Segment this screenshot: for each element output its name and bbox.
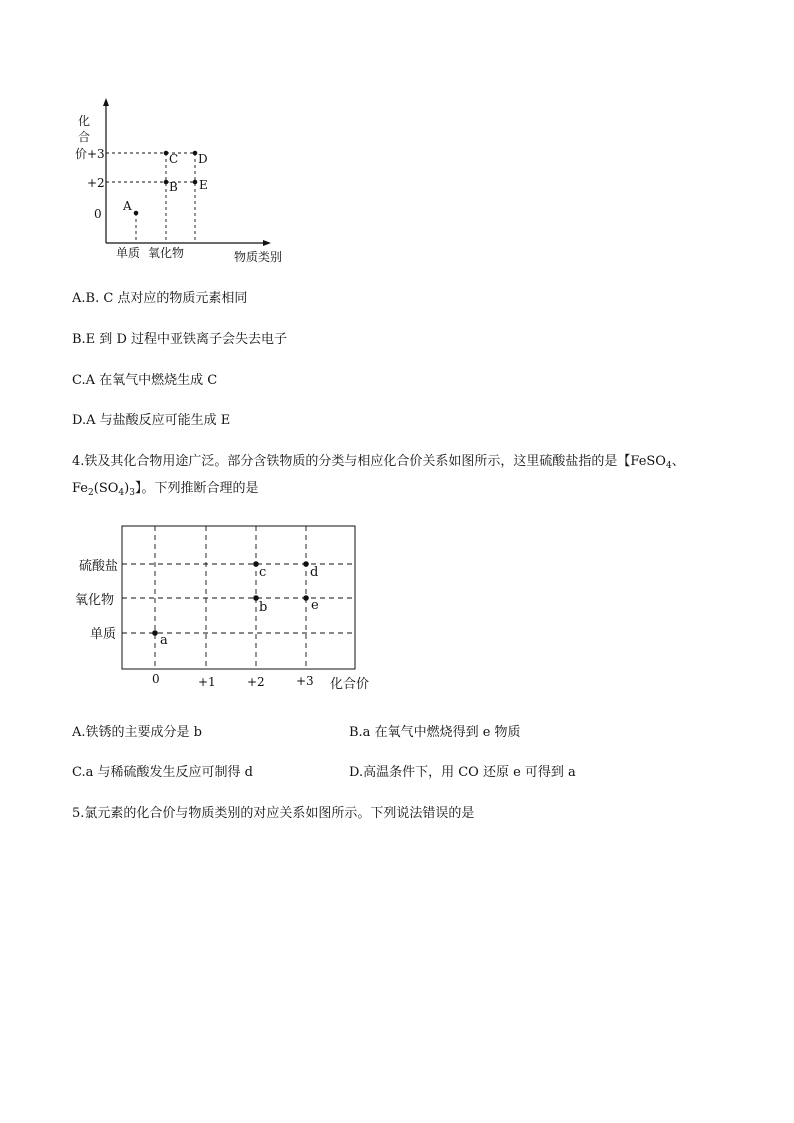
- point-a: [152, 630, 158, 636]
- x-tick: +3: [296, 674, 314, 688]
- point-C: [164, 151, 169, 156]
- x-axis-label: 化合价: [330, 677, 370, 692]
- point-label-C: C: [169, 152, 179, 166]
- point-label-A: A: [123, 199, 132, 213]
- x-tick: +1: [198, 675, 216, 689]
- figure-2-iron-valence-chart: [72, 520, 382, 695]
- x-tick: 0: [152, 672, 160, 686]
- y-tick: +3: [87, 147, 105, 161]
- y-axis-label-char: 合: [78, 130, 91, 144]
- q3-option-d: D.A 与盐酸反应可能生成 E: [72, 413, 231, 428]
- y-category: 硫酸盐: [79, 559, 119, 574]
- point-A: [134, 211, 139, 216]
- point-D: [193, 151, 198, 156]
- point-label-c: c: [259, 565, 267, 580]
- point-label-b: b: [259, 600, 268, 615]
- point-c: [253, 561, 259, 567]
- x-axis-label: 物质类别: [234, 250, 283, 264]
- q4-option-b: B.a 在氧气中燃烧得到 e 物质: [349, 725, 521, 740]
- x-category: 氧化物: [148, 246, 185, 260]
- q4-option-c: C.a 与稀硫酸发生反应可制得 d: [72, 765, 253, 780]
- point-label-E: E: [199, 178, 208, 192]
- point-label-D: D: [198, 152, 208, 166]
- point-label-d: d: [310, 565, 319, 580]
- y-category: 氧化物: [75, 593, 115, 608]
- q4-stem-line2: $Fe_2(SO_4)_3$】。下列推断合理的是: [72, 481, 259, 498]
- point-label-e: e: [311, 598, 319, 613]
- figure-1-valence-chart: [70, 95, 300, 270]
- y-axis-label-char: 化: [78, 114, 91, 128]
- point-b: [253, 595, 259, 601]
- y-category: 单质: [90, 627, 117, 642]
- y-tick: +2: [87, 176, 105, 190]
- y-axis-label-char: 价: [75, 147, 88, 161]
- q5-stem: 5.氯元素的化合价与物质类别的对应关系如图所示。下列说法错误的是: [72, 806, 475, 821]
- y-tick: 0: [94, 207, 102, 221]
- point-B: [164, 180, 169, 185]
- q3-option-a: A.B. C 点对应的物质元素相同: [72, 291, 248, 306]
- q3-option-c: C.A 在氧气中燃烧生成 C: [72, 373, 218, 388]
- point-d: [303, 561, 309, 567]
- q3-option-b: B.E 到 D 过程中亚铁离子会失去电子: [72, 332, 287, 347]
- point-E: [193, 180, 198, 185]
- point-label-B: B: [169, 180, 178, 194]
- q4-stem-line1: 4.铁及其化合物用途广泛。部分含铁物质的分类与相应化合价关系如图所示，这里硫酸盐指的是【FeSO$_4$、: [72, 454, 685, 471]
- q4-option-a: A.铁锈的主要成分是 b: [72, 725, 202, 740]
- x-category: 单质: [116, 246, 141, 260]
- point-label-a: a: [160, 633, 168, 648]
- point-e: [303, 595, 309, 601]
- x-tick: +2: [247, 675, 265, 689]
- q4-option-d: D.高温条件下，用 CO 还原 e 可得到 a: [349, 765, 576, 780]
